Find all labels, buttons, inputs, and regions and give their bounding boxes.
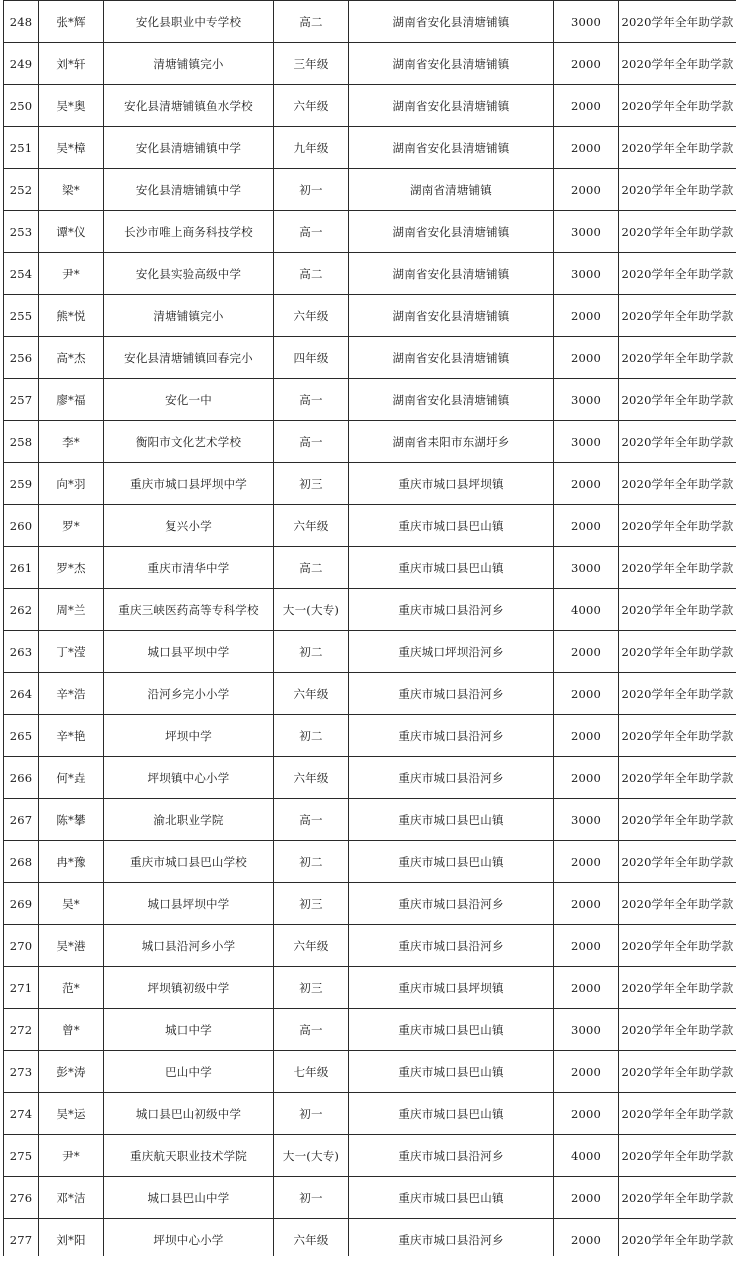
row-number-cell: 262: [4, 589, 39, 631]
home-address-cell: 湖南省安化县清塘铺镇: [349, 85, 554, 127]
aid-note-cell: 2020学年全年助学款: [619, 337, 737, 379]
school-cell: 复兴小学: [104, 505, 274, 547]
aid-note-cell: 2020学年全年助学款: [619, 757, 737, 799]
grade-cell: 高一: [274, 379, 349, 421]
aid-amount-cell: 2000: [554, 925, 619, 967]
home-address-cell: 湖南省安化县清塘铺镇: [349, 295, 554, 337]
home-address-cell: 湖南省安化县清塘铺镇: [349, 1, 554, 43]
row-number-cell: 271: [4, 967, 39, 1009]
home-address-cell: 湖南省安化县清塘铺镇: [349, 211, 554, 253]
student-name-cell: 何*垚: [39, 757, 104, 799]
recipient-table-body: [4, 1, 737, 1257]
grade-cell: 大一(大专): [274, 1135, 349, 1177]
student-name-cell: 吴*奥: [39, 85, 104, 127]
school-cell: 重庆市城口县巴山学校: [104, 841, 274, 883]
aid-amount-cell: 3000: [554, 1, 619, 43]
home-address-cell: 重庆市城口县沿河乡: [349, 1219, 554, 1257]
home-address-cell: 湖南省安化县清塘铺镇: [349, 253, 554, 295]
student-name-cell: 尹*: [39, 1135, 104, 1177]
student-name-cell: 邓*洁: [39, 1177, 104, 1219]
row-number-cell: 259: [4, 463, 39, 505]
aid-note-cell: 2020学年全年助学款: [619, 85, 737, 127]
table-row: [4, 673, 737, 715]
aid-note-cell: 2020学年全年助学款: [619, 1093, 737, 1135]
table-row: [4, 925, 737, 967]
school-cell: 衡阳市文化艺术学校: [104, 421, 274, 463]
student-name-cell: 尹*: [39, 253, 104, 295]
row-number-cell: 265: [4, 715, 39, 757]
table-row: [4, 211, 737, 253]
student-name-cell: 熊*悦: [39, 295, 104, 337]
table-row: [4, 757, 737, 799]
aid-note-cell: 2020学年全年助学款: [619, 253, 737, 295]
row-number-cell: 275: [4, 1135, 39, 1177]
grade-cell: 六年级: [274, 295, 349, 337]
home-address-cell: 重庆市城口县沿河乡: [349, 673, 554, 715]
row-number-cell: 255: [4, 295, 39, 337]
student-name-cell: 高*杰: [39, 337, 104, 379]
aid-amount-cell: 3000: [554, 799, 619, 841]
student-name-cell: 吴*港: [39, 925, 104, 967]
student-name-cell: 向*羽: [39, 463, 104, 505]
student-name-cell: 陈*攀: [39, 799, 104, 841]
school-cell: 安化县清塘铺镇回春完小: [104, 337, 274, 379]
aid-amount-cell: 2000: [554, 757, 619, 799]
student-name-cell: 谭*仪: [39, 211, 104, 253]
school-cell: 渝北职业学院: [104, 799, 274, 841]
row-number-cell: 266: [4, 757, 39, 799]
row-number-cell: 267: [4, 799, 39, 841]
aid-note-cell: 2020学年全年助学款: [619, 883, 737, 925]
aid-amount-cell: 2000: [554, 715, 619, 757]
aid-amount-cell: 2000: [554, 43, 619, 85]
aid-note-cell: 2020学年全年助学款: [619, 169, 737, 211]
school-cell: 安化县职业中专学校: [104, 1, 274, 43]
grade-cell: 初二: [274, 841, 349, 883]
aid-amount-cell: 3000: [554, 547, 619, 589]
student-name-cell: 刘*轩: [39, 43, 104, 85]
aid-note-cell: 2020学年全年助学款: [619, 295, 737, 337]
aid-amount-cell: 2000: [554, 967, 619, 1009]
grade-cell: 初二: [274, 631, 349, 673]
aid-note-cell: 2020学年全年助学款: [619, 505, 737, 547]
home-address-cell: 重庆城口坪坝沿河乡: [349, 631, 554, 673]
aid-note-cell: 2020学年全年助学款: [619, 841, 737, 883]
student-name-cell: 吴*运: [39, 1093, 104, 1135]
row-number-cell: 274: [4, 1093, 39, 1135]
aid-amount-cell: 3000: [554, 421, 619, 463]
home-address-cell: 重庆市城口县沿河乡: [349, 883, 554, 925]
school-cell: 重庆市城口县坪坝中学: [104, 463, 274, 505]
home-address-cell: 湖南省耒阳市东湖圩乡: [349, 421, 554, 463]
school-cell: 安化县清塘铺镇中学: [104, 169, 274, 211]
aid-note-cell: 2020学年全年助学款: [619, 631, 737, 673]
row-number-cell: 260: [4, 505, 39, 547]
aid-amount-cell: 2000: [554, 127, 619, 169]
grade-cell: 高二: [274, 1, 349, 43]
grade-cell: 六年级: [274, 85, 349, 127]
aid-amount-cell: 2000: [554, 169, 619, 211]
school-cell: 重庆三峡医药高等专科学校: [104, 589, 274, 631]
table-row: [4, 253, 737, 295]
school-cell: 城口县沿河乡小学: [104, 925, 274, 967]
grade-cell: 初一: [274, 1093, 349, 1135]
grade-cell: 大一(大专): [274, 589, 349, 631]
school-cell: 重庆航天职业技术学院: [104, 1135, 274, 1177]
aid-amount-cell: 2000: [554, 1051, 619, 1093]
aid-amount-cell: 4000: [554, 589, 619, 631]
student-name-cell: 李*: [39, 421, 104, 463]
grade-cell: 六年级: [274, 1219, 349, 1257]
row-number-cell: 256: [4, 337, 39, 379]
home-address-cell: 重庆市城口县巴山镇: [349, 799, 554, 841]
student-name-cell: 罗*杰: [39, 547, 104, 589]
aid-amount-cell: 2000: [554, 841, 619, 883]
aid-amount-cell: 3000: [554, 379, 619, 421]
school-cell: 重庆市清华中学: [104, 547, 274, 589]
home-address-cell: 重庆市城口县巴山镇: [349, 1009, 554, 1051]
student-name-cell: 彭*涛: [39, 1051, 104, 1093]
table-row: [4, 1, 737, 43]
home-address-cell: 重庆市城口县巴山镇: [349, 1051, 554, 1093]
aid-note-cell: 2020学年全年助学款: [619, 1177, 737, 1219]
table-row: [4, 1135, 737, 1177]
table-row: [4, 967, 737, 1009]
aid-note-cell: 2020学年全年助学款: [619, 715, 737, 757]
aid-note-cell: 2020学年全年助学款: [619, 967, 737, 1009]
aid-note-cell: 2020学年全年助学款: [619, 1219, 737, 1257]
aid-amount-cell: 2000: [554, 673, 619, 715]
grade-cell: 高一: [274, 799, 349, 841]
row-number-cell: 253: [4, 211, 39, 253]
table-row: [4, 715, 737, 757]
home-address-cell: 重庆市城口县坪坝镇: [349, 463, 554, 505]
school-cell: 城口中学: [104, 1009, 274, 1051]
school-cell: 安化县清塘铺镇鱼水学校: [104, 85, 274, 127]
student-name-cell: 张*辉: [39, 1, 104, 43]
aid-recipient-sheet: [3, 0, 736, 1256]
table-row: [4, 295, 737, 337]
aid-amount-cell: 3000: [554, 1009, 619, 1051]
table-row: [4, 463, 737, 505]
table-row: [4, 1009, 737, 1051]
row-number-cell: 263: [4, 631, 39, 673]
grade-cell: 九年级: [274, 127, 349, 169]
home-address-cell: 重庆市城口县沿河乡: [349, 589, 554, 631]
aid-amount-cell: 4000: [554, 1135, 619, 1177]
table-row: [4, 1219, 737, 1257]
school-cell: 城口县巴山初级中学: [104, 1093, 274, 1135]
aid-amount-cell: 2000: [554, 1219, 619, 1257]
aid-amount-cell: 2000: [554, 1177, 619, 1219]
home-address-cell: 重庆市城口县巴山镇: [349, 1093, 554, 1135]
table-row: [4, 589, 737, 631]
school-cell: 清塘铺镇完小: [104, 43, 274, 85]
row-number-cell: 251: [4, 127, 39, 169]
row-number-cell: 268: [4, 841, 39, 883]
student-name-cell: 丁*滢: [39, 631, 104, 673]
aid-note-cell: 2020学年全年助学款: [619, 1051, 737, 1093]
grade-cell: 初二: [274, 715, 349, 757]
row-number-cell: 248: [4, 1, 39, 43]
grade-cell: 六年级: [274, 505, 349, 547]
row-number-cell: 264: [4, 673, 39, 715]
row-number-cell: 249: [4, 43, 39, 85]
table-row: [4, 85, 737, 127]
aid-note-cell: 2020学年全年助学款: [619, 379, 737, 421]
grade-cell: 初一: [274, 1177, 349, 1219]
school-cell: 城口县巴山中学: [104, 1177, 274, 1219]
row-number-cell: 276: [4, 1177, 39, 1219]
table-row: [4, 1093, 737, 1135]
aid-note-cell: 2020学年全年助学款: [619, 673, 737, 715]
aid-amount-cell: 2000: [554, 337, 619, 379]
school-cell: 安化县清塘铺镇中学: [104, 127, 274, 169]
table-row: [4, 883, 737, 925]
grade-cell: 六年级: [274, 925, 349, 967]
aid-note-cell: 2020学年全年助学款: [619, 799, 737, 841]
row-number-cell: 254: [4, 253, 39, 295]
student-name-cell: 范*: [39, 967, 104, 1009]
grade-cell: 高一: [274, 1009, 349, 1051]
aid-note-cell: 2020学年全年助学款: [619, 1, 737, 43]
aid-note-cell: 2020学年全年助学款: [619, 211, 737, 253]
table-row: [4, 799, 737, 841]
table-row: [4, 127, 737, 169]
home-address-cell: 重庆市城口县沿河乡: [349, 757, 554, 799]
table-row: [4, 1177, 737, 1219]
school-cell: 安化一中: [104, 379, 274, 421]
school-cell: 长沙市唯上商务科技学校: [104, 211, 274, 253]
school-cell: 安化县实验高级中学: [104, 253, 274, 295]
row-number-cell: 252: [4, 169, 39, 211]
school-cell: 城口县平坝中学: [104, 631, 274, 673]
student-name-cell: 辛*艳: [39, 715, 104, 757]
grade-cell: 高一: [274, 421, 349, 463]
home-address-cell: 重庆市城口县巴山镇: [349, 547, 554, 589]
aid-amount-cell: 2000: [554, 295, 619, 337]
aid-note-cell: 2020学年全年助学款: [619, 589, 737, 631]
student-name-cell: 刘*阳: [39, 1219, 104, 1257]
grade-cell: 初一: [274, 169, 349, 211]
table-row: [4, 1051, 737, 1093]
aid-amount-cell: 2000: [554, 85, 619, 127]
home-address-cell: 重庆市城口县巴山镇: [349, 505, 554, 547]
student-name-cell: 梁*: [39, 169, 104, 211]
aid-note-cell: 2020学年全年助学款: [619, 463, 737, 505]
aid-amount-cell: 2000: [554, 505, 619, 547]
home-address-cell: 重庆市城口县沿河乡: [349, 715, 554, 757]
table-row: [4, 505, 737, 547]
grade-cell: 六年级: [274, 673, 349, 715]
student-name-cell: 吴*樟: [39, 127, 104, 169]
row-number-cell: 250: [4, 85, 39, 127]
table-row: [4, 337, 737, 379]
aid-note-cell: 2020学年全年助学款: [619, 547, 737, 589]
grade-cell: 初三: [274, 463, 349, 505]
home-address-cell: 重庆市城口县沿河乡: [349, 1135, 554, 1177]
aid-amount-cell: 3000: [554, 211, 619, 253]
student-name-cell: 吴*: [39, 883, 104, 925]
grade-cell: 初三: [274, 883, 349, 925]
grade-cell: 六年级: [274, 757, 349, 799]
aid-amount-cell: 2000: [554, 883, 619, 925]
home-address-cell: 湖南省清塘铺镇: [349, 169, 554, 211]
grade-cell: 七年级: [274, 1051, 349, 1093]
school-cell: 坪坝镇初级中学: [104, 967, 274, 1009]
row-number-cell: 269: [4, 883, 39, 925]
aid-note-cell: 2020学年全年助学款: [619, 43, 737, 85]
row-number-cell: 258: [4, 421, 39, 463]
grade-cell: 初三: [274, 967, 349, 1009]
student-name-cell: 周*兰: [39, 589, 104, 631]
table-row: [4, 379, 737, 421]
aid-amount-cell: 3000: [554, 253, 619, 295]
home-address-cell: 重庆市城口县坪坝镇: [349, 967, 554, 1009]
table-row: [4, 841, 737, 883]
home-address-cell: 湖南省安化县清塘铺镇: [349, 379, 554, 421]
row-number-cell: 272: [4, 1009, 39, 1051]
student-name-cell: 冉*豫: [39, 841, 104, 883]
grade-cell: 高二: [274, 547, 349, 589]
table-row: [4, 169, 737, 211]
table-row: [4, 421, 737, 463]
student-name-cell: 辛*浩: [39, 673, 104, 715]
school-cell: 坪坝中学: [104, 715, 274, 757]
school-cell: 城口县坪坝中学: [104, 883, 274, 925]
row-number-cell: 261: [4, 547, 39, 589]
school-cell: 坪坝中心小学: [104, 1219, 274, 1257]
aid-note-cell: 2020学年全年助学款: [619, 421, 737, 463]
row-number-cell: 273: [4, 1051, 39, 1093]
home-address-cell: 湖南省安化县清塘铺镇: [349, 43, 554, 85]
school-cell: 巴山中学: [104, 1051, 274, 1093]
school-cell: 沿河乡完小小学: [104, 673, 274, 715]
student-name-cell: 罗*: [39, 505, 104, 547]
table-row: [4, 547, 737, 589]
recipient-table: [3, 0, 736, 1256]
row-number-cell: 257: [4, 379, 39, 421]
home-address-cell: 重庆市城口县巴山镇: [349, 841, 554, 883]
grade-cell: 高二: [274, 253, 349, 295]
row-number-cell: 277: [4, 1219, 39, 1257]
table-row: [4, 631, 737, 673]
aid-amount-cell: 2000: [554, 631, 619, 673]
aid-amount-cell: 2000: [554, 1093, 619, 1135]
home-address-cell: 湖南省安化县清塘铺镇: [349, 127, 554, 169]
row-number-cell: 270: [4, 925, 39, 967]
student-name-cell: 廖*福: [39, 379, 104, 421]
grade-cell: 四年级: [274, 337, 349, 379]
aid-note-cell: 2020学年全年助学款: [619, 925, 737, 967]
home-address-cell: 湖南省安化县清塘铺镇: [349, 337, 554, 379]
aid-amount-cell: 2000: [554, 463, 619, 505]
school-cell: 坪坝镇中心小学: [104, 757, 274, 799]
aid-note-cell: 2020学年全年助学款: [619, 1135, 737, 1177]
table-row: [4, 43, 737, 85]
school-cell: 清塘铺镇完小: [104, 295, 274, 337]
home-address-cell: 重庆市城口县沿河乡: [349, 925, 554, 967]
home-address-cell: 重庆市城口县巴山镇: [349, 1177, 554, 1219]
grade-cell: 三年级: [274, 43, 349, 85]
aid-note-cell: 2020学年全年助学款: [619, 127, 737, 169]
grade-cell: 高一: [274, 211, 349, 253]
aid-note-cell: 2020学年全年助学款: [619, 1009, 737, 1051]
student-name-cell: 曾*: [39, 1009, 104, 1051]
